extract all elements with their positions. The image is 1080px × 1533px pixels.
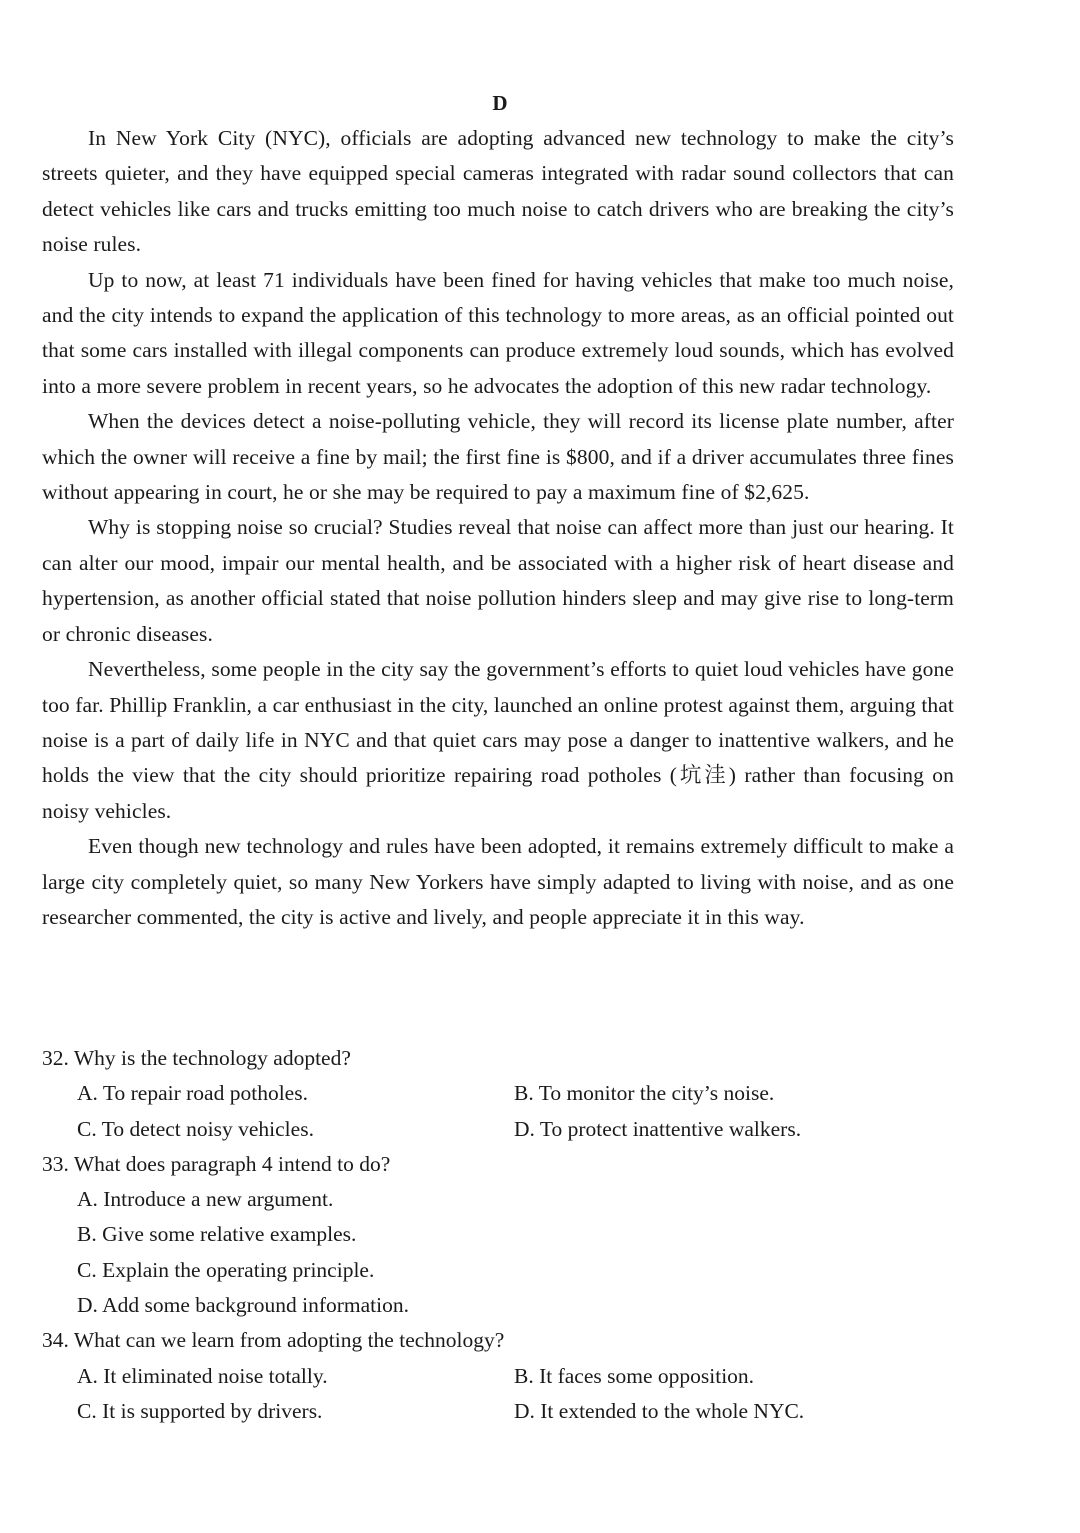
option-d: D. To protect inattentive walkers. bbox=[514, 1116, 802, 1141]
reading-passage bbox=[42, 121, 954, 935]
option-c: C. It is supported by drivers. bbox=[77, 1398, 323, 1423]
option-c: C. Explain the operating principle. bbox=[77, 1257, 375, 1282]
section-title: D bbox=[492, 91, 508, 115]
option-b: B. To monitor the city’s noise. bbox=[514, 1081, 775, 1106]
question-34 bbox=[42, 1323, 954, 1429]
option-c: C. To detect noisy vehicles. bbox=[77, 1116, 314, 1141]
option-a: A. Introduce a new argument. bbox=[77, 1187, 334, 1212]
passage-paragraph-5: Nevertheless, some people in the city say the government’s efforts to quiet loud vehicles have gone too far. Phillip Franklin, a car enthusiast in the city, launched an online protest against them, arguing that noise is a part of daily life in NYC and that quiet cars may pose a danger to inattentive walkers, and he holds the view that the city should prioritize repairing road potholes (坑洼) rather than focusing on noisy vehicles. bbox=[42, 657, 954, 823]
option-a: A. It eliminated noise totally. bbox=[77, 1363, 328, 1388]
passage-paragraph-4: Why is stopping noise so crucial? Studies reveal that noise can affect more than just our hearing. It can alter our mood, impair our mental health, and be associated with a higher risk of heart disease and hypertension, as another official stated that noise pollution hinders sleep and may give rise to long-term or chronic diseases. bbox=[42, 515, 954, 646]
passage-paragraph-6: Even though new technology and rules have been adopted, it remains extremely difficult to make a large city completely quiet, so many New Yorkers have simply adapted to living with noise, and as one researcher commented, the city is active and lively, and people appreciate it in this way. bbox=[42, 834, 954, 929]
option-list bbox=[42, 1076, 954, 1147]
question-stem: 34. What can we learn from adopting the technology? bbox=[42, 1328, 505, 1353]
option-d: D. It extended to the whole NYC. bbox=[514, 1398, 805, 1423]
option-list bbox=[42, 1359, 954, 1430]
question-32 bbox=[42, 1041, 954, 1147]
passage-paragraph-2: Up to now, at least 71 individuals have been fined for having vehicles that make too much noise, and the city intends to expand the application of this technology to more areas, as an official pointed out that some cars installed with illegal components can produce extremely loud sounds, which has evolved into a more severe problem in recent years, so he advocates the adoption of this new radar technology. bbox=[42, 267, 954, 398]
option-list bbox=[42, 1182, 954, 1323]
option-d: D. Add some background information. bbox=[77, 1293, 410, 1318]
question-stem: 32. Why is the technology adopted? bbox=[42, 1046, 351, 1070]
option-b: B. It faces some opposition. bbox=[514, 1363, 755, 1388]
question-33 bbox=[42, 1147, 954, 1323]
passage-paragraph-3: When the devices detect a noise-polluting vehicle, they will record its license plate number, after which the owner will receive a fine by mail; the first fine is $800, and if a driver accumulates three fines without appearing in court, he or she may be required to pay a maximum fine of $2,625. bbox=[42, 409, 954, 505]
passage-paragraph-1: In New York City (NYC), officials are adopting advanced new technology to make the city’s streets quieter, and they have equipped special cameras integrated with radar sound collectors that can detect vehicles like cars and trucks emitting too much noise to catch drivers who are breaking the city’s noise rules. bbox=[42, 126, 954, 257]
question-stem: 33. What does paragraph 4 intend to do? bbox=[42, 1151, 391, 1176]
option-a: A. To repair road potholes. bbox=[77, 1081, 308, 1106]
question-list bbox=[42, 1041, 954, 1429]
option-b: B. Give some relative examples. bbox=[77, 1222, 357, 1247]
